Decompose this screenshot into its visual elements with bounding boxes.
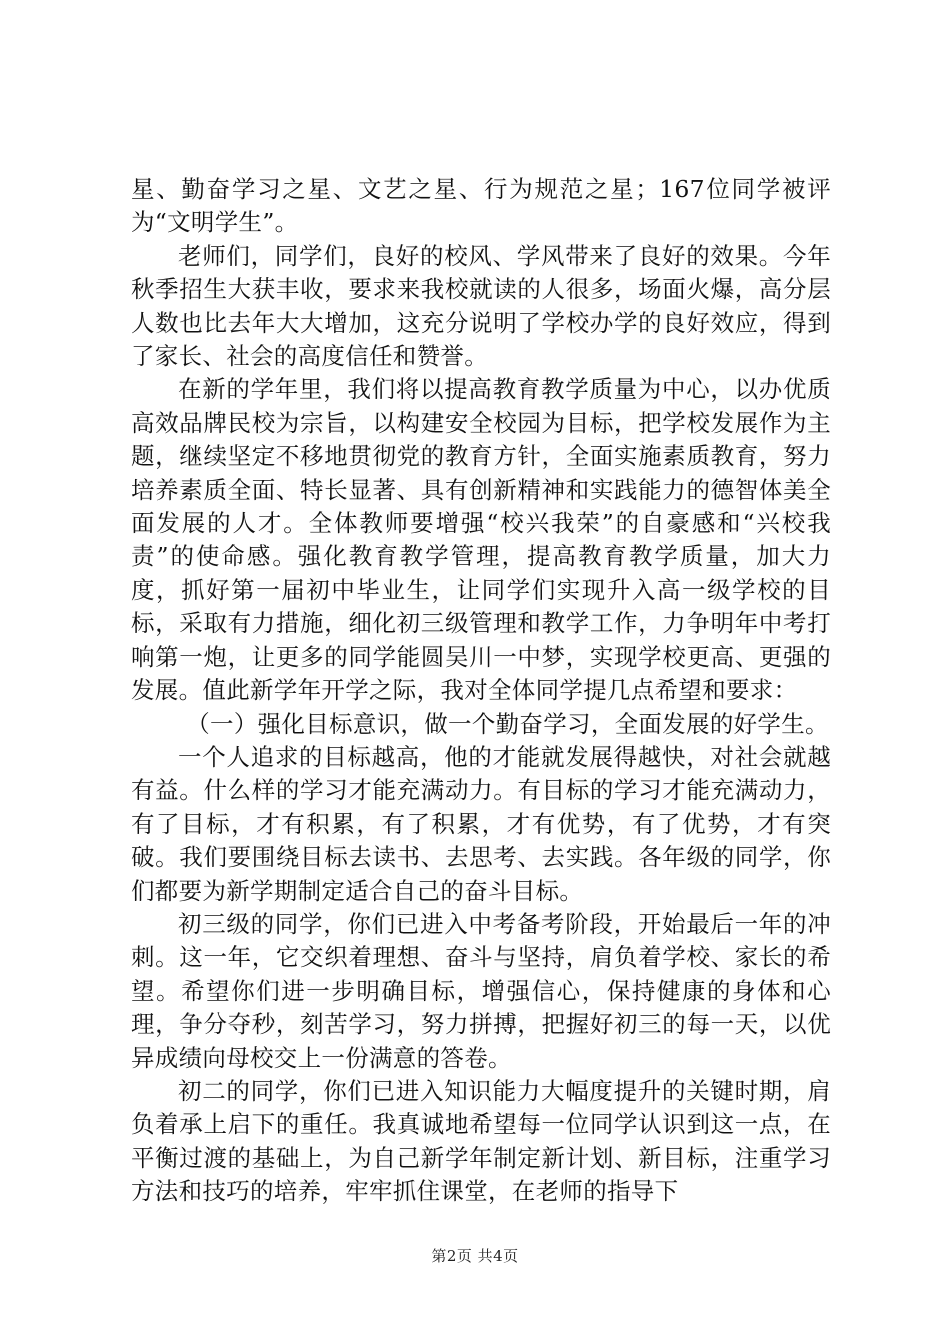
paragraph-2: 老师们，同学们，良好的校风、学风带来了良好的效果。今年秋季招生大获丰收，要求来我校就读的人很多，场面火爆，高分层人数也比去年大大增加，这充分说明了学校办学的良好效应，得到了家长、社会的高度信任和赞誉。	[131, 241, 831, 371]
paragraph-5: 初三级的同学，你们已进入中考备考阶段，开始最后一年的冲刺。这一年，它交织着理想、奋斗与坚持，肩负着学校、家长的希望。希望你们进一步明确目标，增强信心，保持健康的身体和心理，争分夺秒，刻苦学习，努力拼搏，把握好初三的每一天，以优异成绩向母校交上一份满意的答卷。	[131, 909, 831, 1072]
paragraph-4: 一个人追求的目标越高，他的才能就发展得越快，对社会就越有益。什么样的学习才能充满动力。有目标的学习才能充满动力，有了目标，才有积累，有了积累，才有优势，有了优势，才有突破。我们要围绕目标去读书、去思考、去实践。各年级的同学，你们都要为新学期制定适合自己的奋斗目标。	[131, 742, 831, 905]
paragraph-6: 初二的同学，你们已进入知识能力大幅度提升的关键时期，肩负着承上启下的重任。我真诚地希望每一位同学认识到这一点，在平衡过渡的基础上，为自己新学年制定新计划、新目标，注重学习方法和技巧的培养，牢牢抓住课堂，在老师的指导下	[131, 1076, 831, 1206]
page-number-footer: 第2页 共4页	[431, 1247, 519, 1265]
document-body	[131, 173, 831, 1209]
section-heading-1: （一）强化目标意识，做一个勤奋学习，全面发展的好学生。	[186, 709, 829, 738]
paragraph-1: 星、勤奋学习之星、文艺之星、行为规范之星；167位同学被评为“文明学生”。	[131, 175, 831, 237]
paragraph-3: 在新的学年里，我们将以提高教育教学质量为中心，以办优质高效品牌民校为宗旨，以构建安全校园为目标，把学校发展作为主题，继续坚定不移地贯彻党的教育方针，全面实施素质教育，努力培养素质全面、特长显著、具有创新精神和实践能力的德智体美全面发展的人才。全体教师要增强“校兴我荣”的自豪感和“兴校我责”的使命感。强化教育教学管理，提高教育教学质量，加大力度，抓好第一届初中毕业生，让同学们实现升入高一级学校的目标，采取有力措施，细化初三级管理和教学工作，力争明年中考打响第一炮，让更多的同学能圆吴川一中梦，实现学校更高、更强的发展。值此新学年开学之际，我对全体同学提几点希望和要求：	[131, 375, 831, 705]
